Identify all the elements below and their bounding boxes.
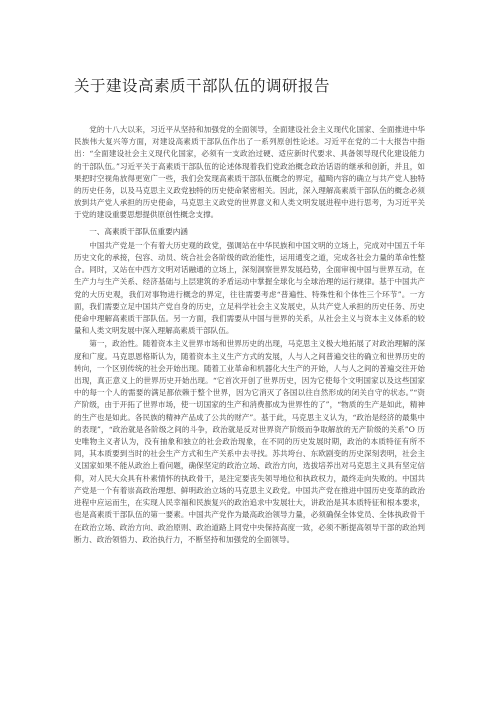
section-paragraph-2: 第一，政治性。随着资本主义世界市场和世界历史的出现，马克思主义极大地拓展了对政治理解的深度和广度。马克思恩格斯认为，随着资本主义生产方式的发展，人与人之间普遍交往的确立和世界历史的转向，一个区别传统的社会开始出现。随着工业革命和机器化大生产的开始，人与人之间的普遍交往开始出现，真正意义上的世界历史开始出现。“它首次开创了世界历史，因为它使每个文明国家以及这些国家中的每一个人的需要的满足都依赖于整个世界，因为它消灭了各国以往自然形成的闭关自守的状态。”“资产阶级，由于开拓了世界市场，使一切国家的生产和消费都成为世界性的了”，“物质的生产是如此，精神的生产也是如此。各民族的精神产品成了公共的财产”。基于此，马克思主义认为，“政治是经济的最集中的表现”，“政治就是各阶级之间的斗争，政治就是反对世界资产阶级而争取解放的无产阶级的关系”O 历史唯物主义者认为，没有抽象和独立的社会政治现象，在不同的历史发展时期，政治的本质特征有所不同，其本质要到当时的社会生产方式和生产关系中去寻找。苏共垮台、东欧剧变的历史深刻表明，社会主义国家如果不能从政治上看问题，确保坚定的政治立场、政治方向，选拔培养出对马克思主义具有坚定信仰，对人民大众具有朴素情怀的执政骨干，是注定要丧失领导地位和执政权力，最终走向失败的。中国共产党是一个有着崇高政治理想、鲜明政治立场的马克思主义政党。中国共产党在推进中国历史变革的政治进程中应运而生，在实现人民幸福和民族复兴的政治追求中发展壮大，讲政治是其本质特征和根本要求，也是高素质干部队伍的第一要素。中国共产党作为最高政治领导力量，必须确保全体党员、全体执政骨干在政治立场、政治方向、政治原则、政治道路上同党中央保持高度一致，必须不断提高领导干部的政治判断力、政治领悟力、政治执行力，不断坚持和加强党的全面领导。 [74,339,425,544]
section-paragraph-1: 中国共产党是一个有着大历史观的政党，强调站在中华民族和中国文明的立场上，完成对中国五千年历史文化的承接，包容、动员、统合社会各阶级的政治能性，运用通变之道，完成各社会力量的革命性整合。同时，又站在中西方文明对话融通的立场上，深刻洞察世界发展趋势，全面审视中国与世界互动，在生产力与生产关系、经济基础与上层建筑的矛盾运动中掌握全球化与全球治理的运行规律。基于中国共产党的大历史观，我们对事物进行概念的界定，往往需要考虑“普遍性、特殊性和个体性三个环节”。一方面，我们需要立足中国共产党自身的历史，立足科学社会主义发展史，从共产党人承担的历史任务、历史使命中理解高素质干部队伍。另一方面，我们需要从中国与世界的关系，从社会主义与资本主义体系的较量和人类文明发展中深入理解高素质干部队伍。 [74,240,425,336]
document-body [74,124,425,547]
document-title: 关于建设高素质干部队伍的调研报告 [74,77,331,95]
section-heading: 一、高素质干部队伍重要内涵 [89,226,188,236]
intro-paragraph: 党的十八大以来，习近平从坚持和加强党的全面领导，全面建设社会主义现代化国家、全面推进中华民族伟大复兴等方面，对建设高素质干部队伍作出了一系列原创性论述。习近平在党的二十大报告中指出：“全面建设社会主义现代化国家，必须有一支政治过硬、适应新时代要求、具备领导现代化建设能力的干部队伍。”习近平关于高素质干部队伍的论述体现着我们党政治概念政治话语的继承和创新，并且，如果把时空视角放得更宽广一些，我们会发现高素质干部队伍概念的界定，蕴畸内容的确立与共产党人独特的历史任务，以及马克思主义政党独特的历史使命紧密相关。因此，深入理解高素质干部队伍的概念必须放到共产党人承担的历史使命，马克思主义政党的世界意义和人类文明发展进程中进行思考，为习近平关于党的建设重要思想提供原创性概念支撑。 [74,125,425,220]
